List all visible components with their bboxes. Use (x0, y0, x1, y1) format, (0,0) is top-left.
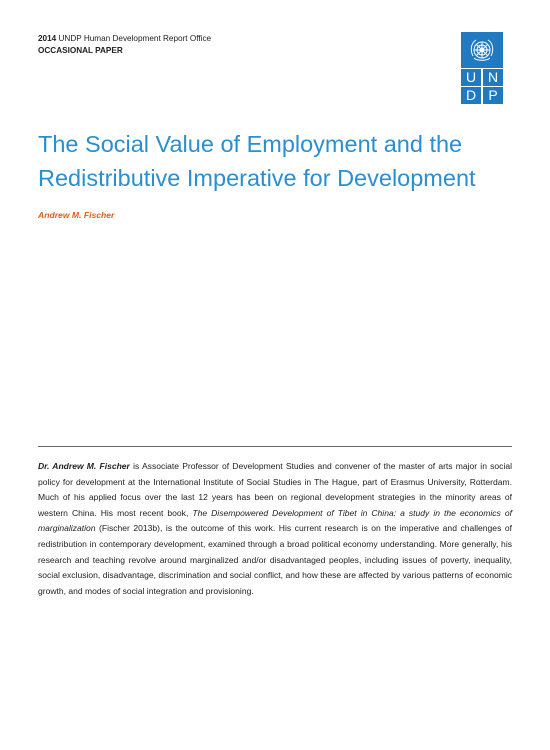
header-office: UNDP Human Development Report Office (58, 34, 212, 43)
bio-text-part-2: (Fischer 2013b), is the outcome of this work. His current research is on the imperative and challenges of redistribution in contemporary development, examined through a broad political economy understanding. More generally, his research and teaching revolve around marginalized and/or disadvantaged peoples, including issues of poverty, inequality, social exclusion, disadvantage, discrimination and social conflict, and how these are affected by various patterns of economic growth, and modes of social integration and provisioning. (38, 523, 512, 596)
report-header (38, 33, 211, 57)
bio-book-title: The Disempowered Development of Tibet in China: a study in the economics of marginalization (38, 507, 512, 534)
divider (38, 446, 512, 447)
logo-letter-u: U (461, 69, 481, 86)
paper-title: The Social Value of Employment and the Redistributive Imperative for Development (38, 131, 476, 191)
header-year: 2014 (38, 34, 57, 43)
author-name: Andrew M. Fischer (38, 210, 115, 220)
logo-letter-d: D (461, 87, 481, 104)
header-paper-type: OCCASIONAL PAPER (38, 46, 123, 55)
logo-letter-p: P (483, 87, 503, 104)
author-bio (38, 459, 512, 599)
bio-text-part-1: is Associate Professor of Development Studies and convener of the master of arts major in social policy for development at the International Institute of Social Studies in The Hague, part of Erasmus University, Rotterdam. Much of his applied focus over the last 12 years has been on regional development strategies in the minority areas of western China. His most recent book, (38, 461, 512, 518)
undp-logo (461, 32, 503, 104)
logo-letter-n: N (483, 69, 503, 86)
un-emblem-icon (461, 32, 503, 68)
bio-author-name: Dr. Andrew M. Fischer (38, 461, 130, 471)
